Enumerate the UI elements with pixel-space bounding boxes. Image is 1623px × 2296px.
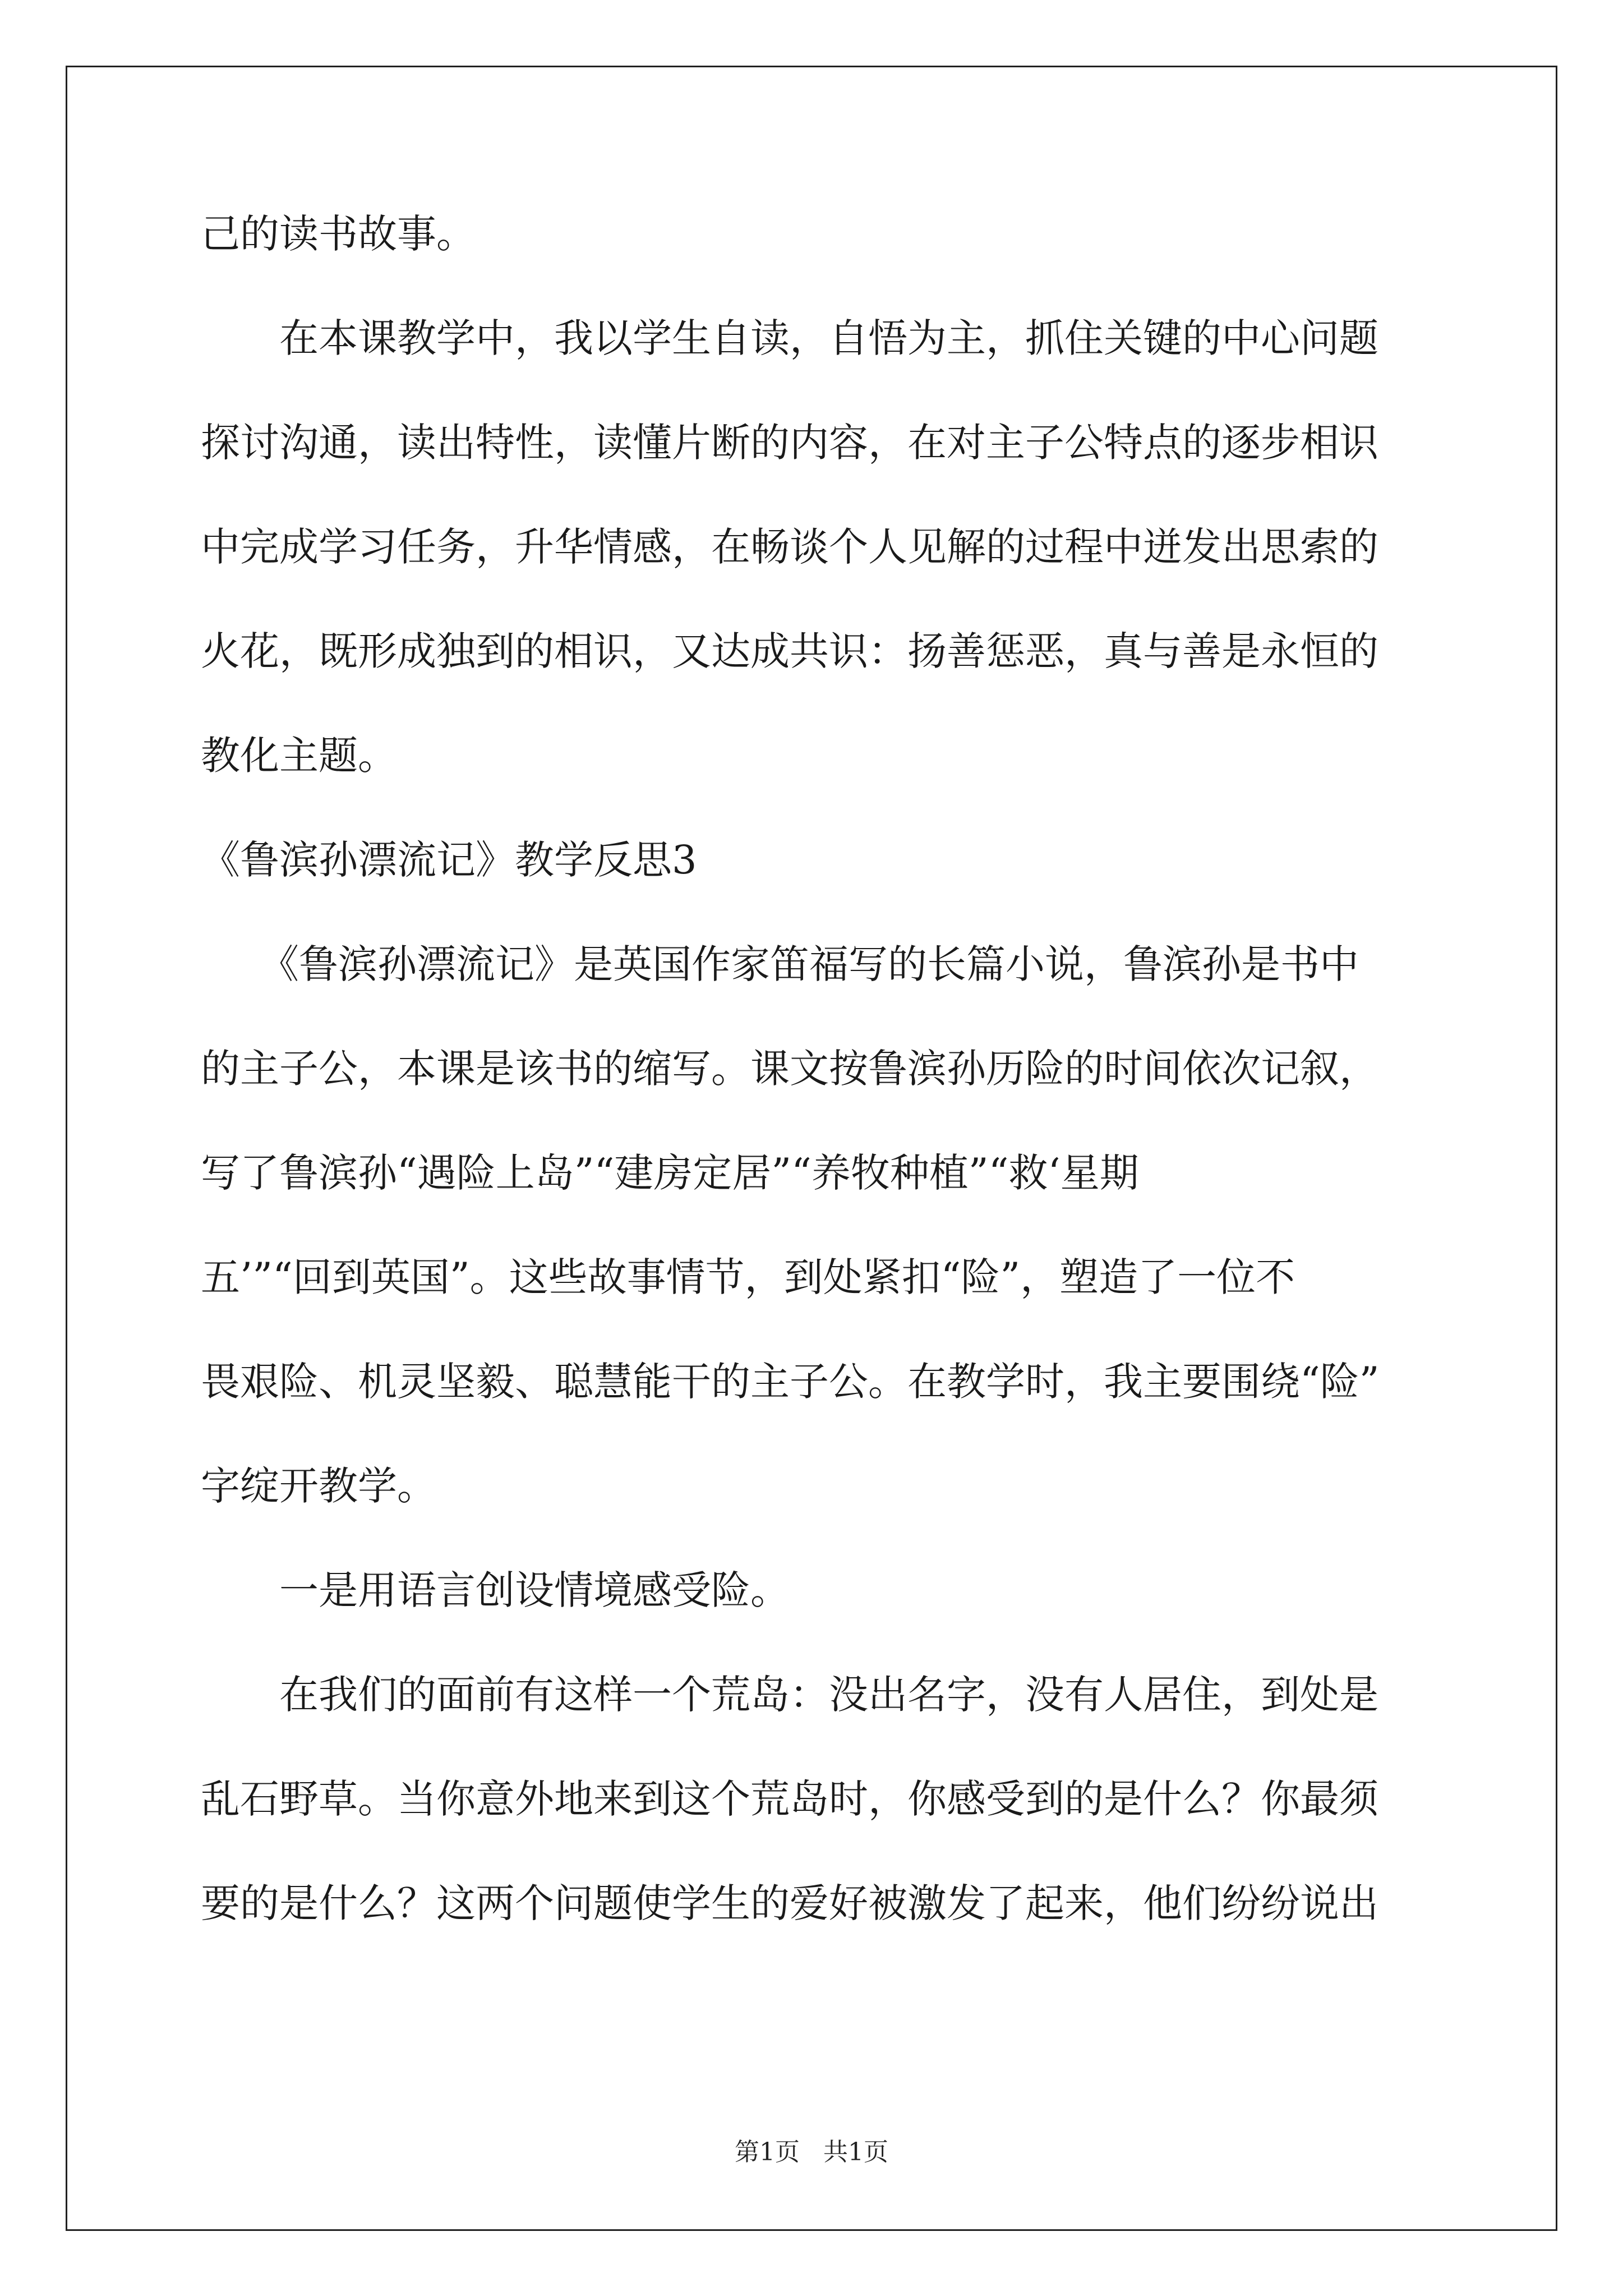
text-line: 中完成学习任务，升华情感，在畅谈个人见解的过程中迸发出思索的 <box>201 524 1378 570</box>
text-line: 字绽开教学。 <box>201 1463 436 1509</box>
document-body <box>201 202 1435 1976</box>
text-line: 要的是什么？这两个问题使学生的爱好被激发了起来，他们纷纷说出 <box>201 1880 1378 1926</box>
text-line: 在我们的面前有这样一个荒岛：没出名字，没有人居住，到处是 <box>201 1672 1378 1718</box>
page-total: 共1页 <box>823 2138 888 2166</box>
text-line: 五’”“回到英国”。这些故事情节，到处紧扣“险”，塑造了一位不 <box>201 1254 1295 1300</box>
text-line: 畏艰险、机灵坚毅、聪慧能干的主子公。在教学时，我主要围绕“险” <box>201 1359 1380 1405</box>
text-line: 《鲁滨孙漂流记》是英国作家笛福写的长篇小说，鲁滨孙是书中 <box>201 941 1359 987</box>
text-line: 己的读书故事。 <box>201 211 476 257</box>
text-line: 的主子公，本课是该书的缩写。课文按鲁滨孙历险的时间依次记叙， <box>201 1046 1378 1092</box>
text-line: 教化主题。 <box>201 733 397 779</box>
text-line: 写了鲁滨孙“遇险上岛”“建房定居”“养牧种植”“救‘星期 <box>201 1150 1139 1196</box>
text-line: 探讨沟通，读出特性，读懂片断的内容，在对主子公特点的逐步相识 <box>201 420 1378 466</box>
section-heading: 《鲁滨孙漂流记》教学反思3 <box>201 837 697 883</box>
text-line: 火花，既形成独到的相识，又达成共识：扬善惩恶，真与善是永恒的 <box>201 628 1378 674</box>
text-line: 乱石野草。当你意外地来到这个荒岛时，你感受到的是什么？你最须 <box>201 1776 1378 1822</box>
page-number: 第1页 <box>735 2138 800 2166</box>
text-line: 一是用语言创设情境感受险。 <box>201 1567 790 1613</box>
text-line: 在本课教学中，我以学生自读，自悟为主，抓住关键的中心问题 <box>201 315 1378 361</box>
page-footer <box>0 2132 1623 2168</box>
